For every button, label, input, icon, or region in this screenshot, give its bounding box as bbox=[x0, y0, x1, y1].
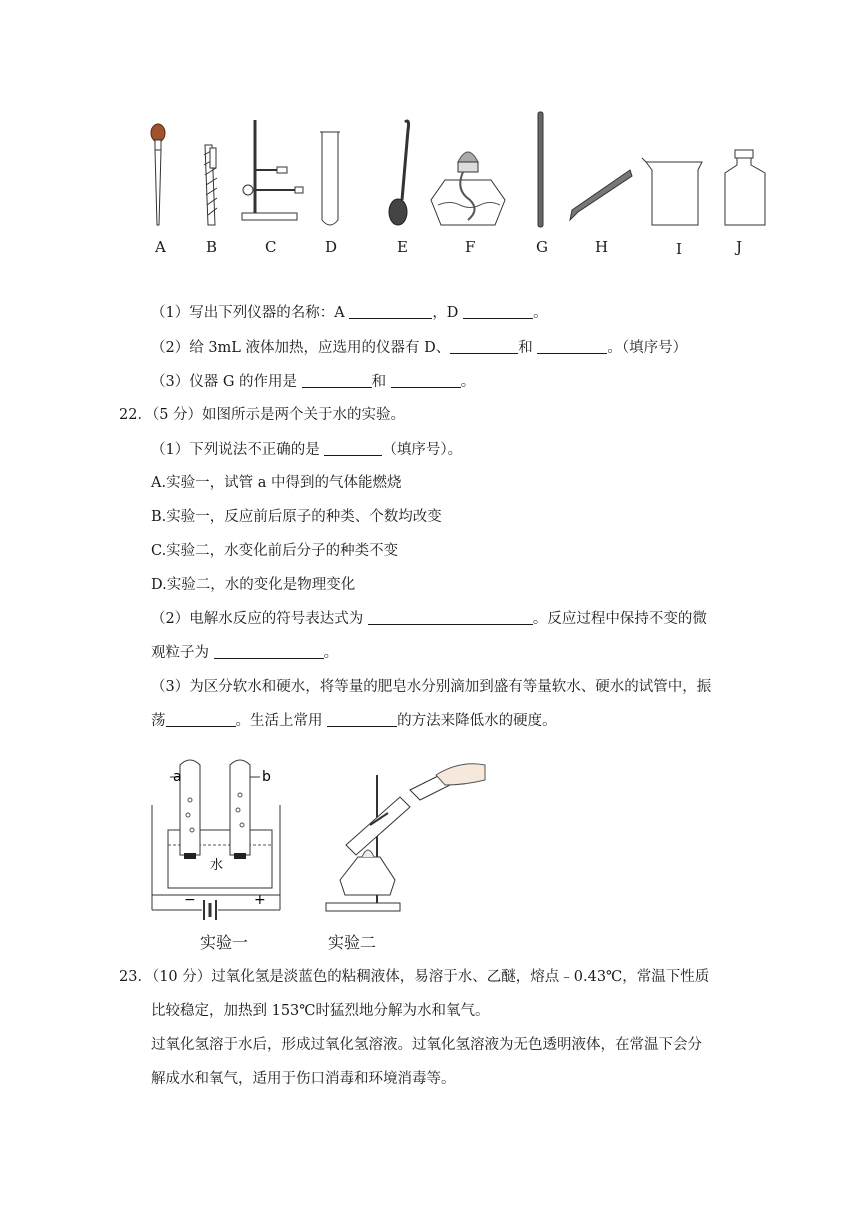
q22-option-c: C.实验二，水变化前后分子的种类不变 bbox=[151, 543, 399, 559]
answer-blank[interactable] bbox=[214, 643, 324, 659]
q22-option-d: D.实验二，水的变化是物理变化 bbox=[151, 577, 356, 593]
water-label: 水 bbox=[210, 858, 224, 873]
answer-blank[interactable] bbox=[327, 711, 397, 727]
combustion-spoon-icon bbox=[389, 121, 409, 225]
q22-part2: （2）电解水反应的符号表达式为 。反应过程中保持不变的微 bbox=[151, 611, 707, 627]
test-tube-holder-icon bbox=[204, 145, 217, 225]
alcohol-lamp-icon bbox=[431, 152, 505, 225]
q22-option-a: A.实验一，试管 a 中得到的气体能燃烧 bbox=[151, 475, 402, 491]
q22-part2-cont: 观粒子为 。 bbox=[151, 645, 339, 661]
experiment-1-caption: 实验一 bbox=[200, 933, 249, 952]
instrument-label-E: E bbox=[397, 238, 408, 256]
dropper-icon bbox=[151, 124, 165, 225]
answer-blank[interactable] bbox=[324, 440, 382, 456]
instrument-label-C: C bbox=[265, 238, 277, 256]
q23-line4: 解成水和氧气，适用于伤口消毒和环境消毒等。 bbox=[151, 1071, 456, 1087]
q23-line2: 比较稳定，加热到 153℃时猛烈地分解为水和氧气。 bbox=[151, 1003, 490, 1019]
iron-stand-icon bbox=[242, 120, 303, 220]
tweezers-icon bbox=[570, 170, 632, 220]
experiment-2-caption: 实验二 bbox=[328, 933, 377, 952]
q22-title: 22．（5 分）如图所示是两个关于水的实验。 bbox=[119, 407, 406, 423]
answer-blank[interactable] bbox=[368, 609, 533, 625]
q22-option-b: B.实验一，反应前后原子的种类、个数均改变 bbox=[151, 509, 442, 525]
instrument-label-D: D bbox=[325, 238, 338, 256]
q22-part3-cont: 荡 。生活上常用 的方法来降低水的硬度。 bbox=[151, 713, 557, 729]
answer-blank[interactable] bbox=[349, 303, 432, 319]
answer-blank[interactable] bbox=[166, 711, 236, 727]
q23-line3: 过氧化氢溶于水后，形成过氧化氢溶液。过氧化氢溶液为无色透明液体，在常温下会分 bbox=[151, 1037, 702, 1053]
answer-blank[interactable] bbox=[302, 372, 372, 388]
answer-blank[interactable] bbox=[450, 338, 518, 354]
answer-blank[interactable] bbox=[537, 338, 607, 354]
water-experiments-figure bbox=[140, 745, 610, 960]
reagent-bottle-icon bbox=[725, 150, 765, 225]
instrument-label-A: A bbox=[155, 238, 166, 256]
instrument-label-B: B bbox=[206, 238, 218, 256]
test-tube-icon bbox=[320, 132, 340, 225]
negative-terminal-label: − bbox=[184, 892, 196, 908]
glass-rod-icon bbox=[538, 112, 543, 227]
heating-apparatus bbox=[326, 764, 485, 911]
instrument-label-H: H bbox=[595, 238, 609, 256]
instrument-label-F: F bbox=[465, 238, 476, 256]
q23-line1: 23．（10 分）过氧化氢是淡蓝色的粘稠液体，易溶于水、乙醚，熔点﹣0.43℃，常温下性质 bbox=[119, 969, 710, 985]
q21-part2: （2）给 3mL 液体加热，应选用的仪器有 D、 和 。（填序号） bbox=[151, 340, 688, 356]
q22-part1: （1）下列说法不正确的是 （填序号）。 bbox=[151, 442, 463, 458]
instrument-label-I: I bbox=[676, 240, 682, 258]
beaker-icon bbox=[642, 158, 702, 225]
instrument-label-G: G bbox=[536, 238, 548, 256]
positive-terminal-label: + bbox=[254, 892, 266, 908]
q21-part3: （3）仪器 G 的作用是 和 。 bbox=[151, 374, 476, 390]
answer-blank[interactable] bbox=[463, 303, 533, 319]
tube-b-label: b bbox=[262, 769, 271, 785]
tube-a-label: a bbox=[173, 769, 182, 785]
q22-part3: （3）为区分软水和硬水，将等量的肥皂水分别滴加到盛有等量软水、硬水的试管中，振 bbox=[151, 679, 712, 695]
instrument-label-J: J bbox=[736, 238, 743, 256]
lab-instruments-figure bbox=[120, 100, 780, 260]
answer-blank[interactable] bbox=[391, 372, 461, 388]
q21-part1: （1）写出下列仪器的名称：A ，D 。 bbox=[151, 305, 548, 321]
